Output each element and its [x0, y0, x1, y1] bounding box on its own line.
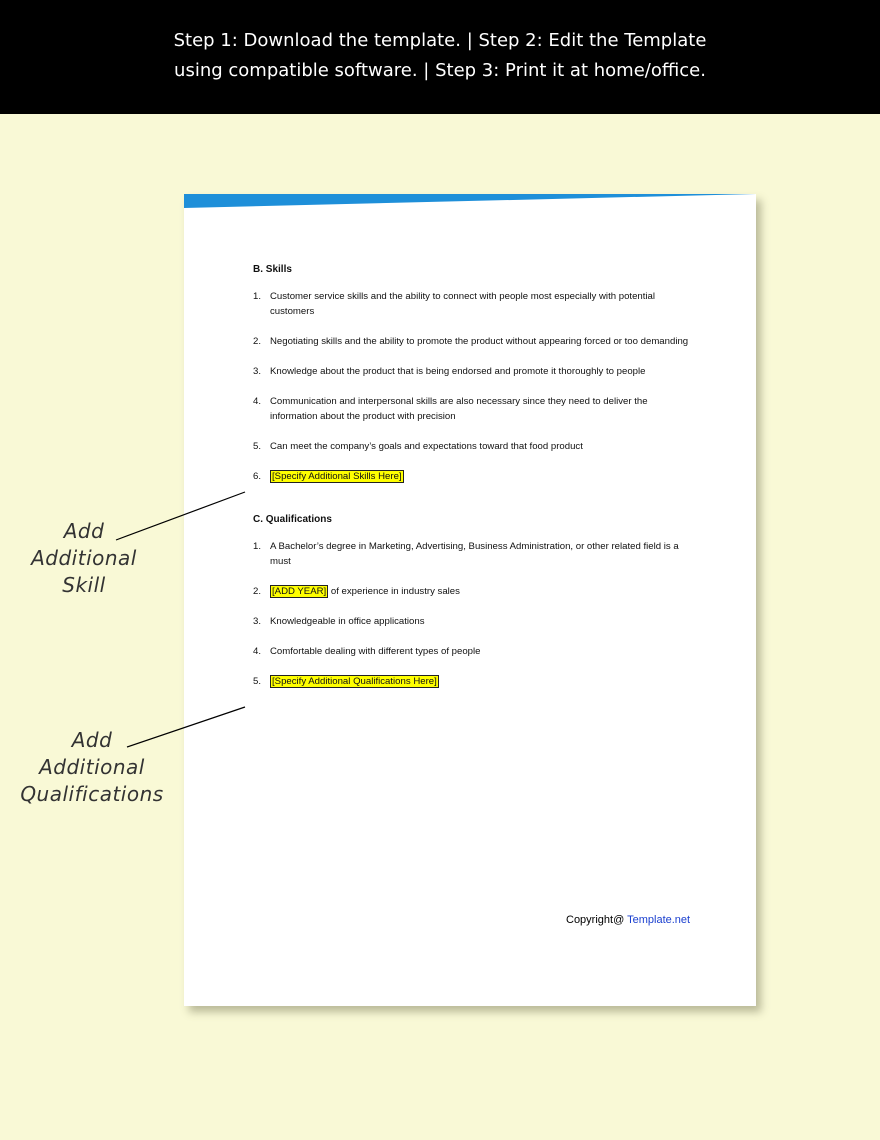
skills-heading: B. Skills	[253, 264, 292, 275]
list-item: 5. [Specify Additional Qualifications Here]	[253, 676, 437, 687]
additional-qualifications-placeholder[interactable]: [Specify Additional Qualifications Here]	[272, 676, 437, 687]
list-item: 1. Customer service skills and the ability to connect with people most especially with potential customers	[253, 291, 656, 317]
banner-line-2: using compatible software. | Step 3: Print it at home/office.	[174, 60, 706, 81]
copyright-notice: Copyright@ Template.net	[566, 914, 691, 926]
list-item: 2. Negotiating skills and the ability to promote the product without appearing forced or too demanding	[253, 336, 689, 347]
list-item: 4. Communication and interpersonal skills are also necessary since they need to deliver the information about the product with precision	[253, 396, 648, 422]
qualifications-heading: C. Qualifications	[253, 514, 332, 525]
list-item: 4. Comfortable dealing with different types of people	[253, 646, 481, 657]
add-year-placeholder[interactable]: [ADD YEAR]	[272, 586, 327, 597]
additional-skills-placeholder[interactable]: [Specify Additional Skills Here]	[272, 471, 402, 482]
template-net-link[interactable]: Template.net	[627, 914, 691, 926]
callout-add-additional-skill: Add Additional Skill	[31, 519, 137, 597]
callout-add-additional-qualifications: Add Additional Qualifications	[20, 728, 164, 806]
list-item: 2. [ADD YEAR] of experience in industry sales	[253, 586, 460, 597]
list-item: 6. [Specify Additional Skills Here]	[253, 471, 402, 482]
list-item: 3. Knowledge about the product that is being endorsed and promote it thoroughly to people	[253, 366, 646, 377]
list-item: 3. Knowledgeable in office applications	[253, 616, 425, 627]
list-item: 1. A Bachelor’s degree in Marketing, Advertising, Business Administration, or other related field is a must	[253, 541, 679, 567]
list-item: 5. Can meet the company’s goals and expectations toward that food product	[253, 441, 583, 452]
banner-line-1: Step 1: Download the template. | Step 2: Edit the Template	[173, 30, 707, 51]
